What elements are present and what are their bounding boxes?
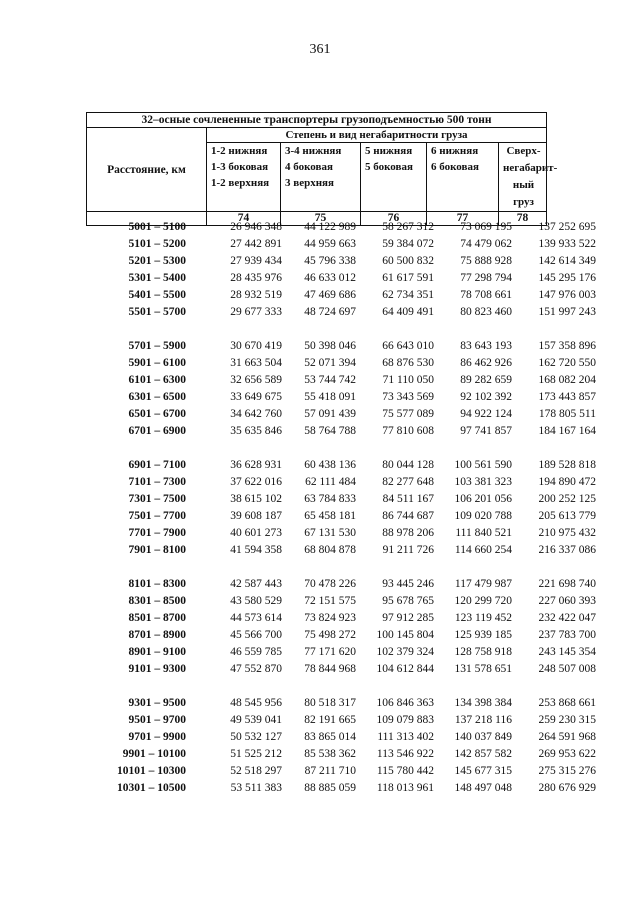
column-header-line: негабарит- <box>503 162 558 174</box>
table-body <box>86 219 606 814</box>
value-cell: 51 525 212 <box>230 748 282 760</box>
value-cell: 145 295 176 <box>538 272 596 284</box>
value-cell: 53 744 742 <box>304 374 356 386</box>
table-row <box>86 253 606 270</box>
value-cell: 237 783 700 <box>538 629 596 641</box>
value-cell: 78 708 661 <box>460 289 512 301</box>
value-cell: 29 677 333 <box>230 306 282 318</box>
value-cell: 72 151 575 <box>304 595 356 607</box>
value-cell: 157 358 896 <box>538 340 596 352</box>
value-cell: 39 608 187 <box>230 510 282 522</box>
column-header-2 <box>281 143 361 212</box>
column-header-line: 1-3 боковая <box>211 161 269 173</box>
value-cell: 80 518 317 <box>304 697 356 709</box>
value-cell: 47 552 870 <box>230 663 282 675</box>
value-cell: 184 167 164 <box>538 425 596 437</box>
value-cell: 253 868 661 <box>538 697 596 709</box>
value-cell: 78 844 968 <box>304 663 356 675</box>
value-cell: 49 539 041 <box>230 714 282 726</box>
value-cell: 67 131 530 <box>304 527 356 539</box>
value-cell: 43 580 529 <box>230 595 282 607</box>
table-row <box>86 746 606 763</box>
value-cell: 120 299 720 <box>454 595 512 607</box>
row-group <box>86 576 606 678</box>
column-header-line: 3-4 нижняя <box>285 145 342 157</box>
row-group <box>86 695 606 797</box>
table-row <box>86 661 606 678</box>
table-row <box>86 423 606 440</box>
value-cell: 45 796 338 <box>304 255 356 267</box>
value-cell: 100 145 804 <box>376 629 434 641</box>
value-cell: 194 890 472 <box>538 476 596 488</box>
value-cell: 85 538 362 <box>304 748 356 760</box>
distance-cell: 5201 – 5300 <box>128 255 186 267</box>
value-cell: 248 507 008 <box>538 663 596 675</box>
column-header-5 <box>499 143 558 212</box>
distance-cell: 8901 – 9100 <box>128 646 186 658</box>
value-cell: 137 218 116 <box>454 714 512 726</box>
distance-cell: 7701 – 7900 <box>128 527 186 539</box>
value-cell: 100 561 590 <box>454 459 512 471</box>
value-cell: 106 846 363 <box>376 697 434 709</box>
distance-cell: 5901 – 6100 <box>128 357 186 369</box>
value-cell: 168 082 204 <box>538 374 596 386</box>
table-row <box>86 491 606 508</box>
value-cell: 111 840 521 <box>455 527 512 539</box>
value-cell: 75 577 089 <box>382 408 434 420</box>
value-cell: 63 784 833 <box>304 493 356 505</box>
distance-cell: 5001 – 5100 <box>128 221 186 233</box>
value-cell: 210 975 432 <box>538 527 596 539</box>
value-cell: 65 458 181 <box>304 510 356 522</box>
distance-cell: 8101 – 8300 <box>128 578 186 590</box>
column-header-line: 6 нижняя <box>431 145 479 157</box>
value-cell: 28 932 519 <box>230 289 282 301</box>
value-cell: 89 282 659 <box>460 374 512 386</box>
value-cell: 95 678 765 <box>382 595 434 607</box>
value-cell: 269 953 622 <box>538 748 596 760</box>
value-cell: 46 633 012 <box>304 272 356 284</box>
value-cell: 125 939 185 <box>454 629 512 641</box>
value-cell: 92 102 392 <box>460 391 512 403</box>
distance-cell: 9901 – 10100 <box>122 748 186 760</box>
value-cell: 38 615 102 <box>230 493 282 505</box>
distance-cell: 6701 – 6900 <box>128 425 186 437</box>
distance-cell: 10301 – 10500 <box>117 782 186 794</box>
value-cell: 80 044 128 <box>382 459 434 471</box>
value-cell: 83 643 193 <box>460 340 512 352</box>
value-cell: 109 079 883 <box>376 714 434 726</box>
column-header-line: 1-2 верхняя <box>211 177 270 189</box>
distance-cell: 7901 – 8100 <box>128 544 186 556</box>
table-row <box>86 576 606 593</box>
tariff-table-header <box>86 112 558 226</box>
column-header-line: ный груз <box>512 179 535 208</box>
value-cell: 59 384 072 <box>382 238 434 250</box>
value-cell: 117 479 987 <box>454 578 512 590</box>
value-cell: 86 462 926 <box>460 357 512 369</box>
column-header-line: 1-2 нижняя <box>211 145 268 157</box>
value-cell: 68 804 878 <box>304 544 356 556</box>
value-cell: 93 445 246 <box>382 578 434 590</box>
value-cell: 45 566 700 <box>230 629 282 641</box>
value-cell: 104 612 844 <box>376 663 434 675</box>
table-row <box>86 780 606 797</box>
column-header-line <box>431 175 496 191</box>
value-cell: 91 211 726 <box>382 544 434 556</box>
value-cell: 34 642 760 <box>230 408 282 420</box>
value-cell: 86 744 687 <box>382 510 434 522</box>
column-header-line: Сверх- <box>506 145 541 157</box>
distance-cell: 10101 – 10300 <box>117 765 186 777</box>
value-cell: 216 337 086 <box>538 544 596 556</box>
distance-cell: 6501 – 6700 <box>128 408 186 420</box>
column-number-4: 77 <box>427 212 499 226</box>
value-cell: 50 398 046 <box>304 340 356 352</box>
row-group <box>86 338 606 440</box>
column-number-1: 74 <box>207 212 281 226</box>
value-cell: 41 594 358 <box>230 544 282 556</box>
value-cell: 48 724 697 <box>304 306 356 318</box>
value-cell: 114 660 254 <box>454 544 512 556</box>
value-cell: 52 518 297 <box>230 765 282 777</box>
row-group <box>86 219 606 321</box>
value-cell: 44 959 663 <box>304 238 356 250</box>
value-cell: 115 780 442 <box>376 765 434 777</box>
column-header-line: 3 верхняя <box>285 177 334 189</box>
value-cell: 60 500 832 <box>382 255 434 267</box>
value-cell: 77 810 608 <box>382 425 434 437</box>
table-row <box>86 389 606 406</box>
table-row <box>86 406 606 423</box>
value-cell: 200 252 125 <box>538 493 596 505</box>
distance-cell: 8501 – 8700 <box>128 612 186 624</box>
table-title: 32–осные сочлененные транспортеры грузоподъемностью 500 тонн <box>87 113 547 128</box>
value-cell: 118 013 961 <box>376 782 434 794</box>
distance-cell: 8301 – 8500 <box>128 595 186 607</box>
value-cell: 275 315 276 <box>538 765 596 777</box>
value-cell: 31 663 504 <box>230 357 282 369</box>
value-cell: 88 885 059 <box>304 782 356 794</box>
table-row <box>86 372 606 389</box>
value-cell: 87 211 710 <box>304 765 356 777</box>
table-row <box>86 644 606 661</box>
column-header-3 <box>361 143 427 212</box>
value-cell: 64 409 491 <box>382 306 434 318</box>
value-cell: 62 734 351 <box>382 289 434 301</box>
value-cell: 75 888 928 <box>460 255 512 267</box>
value-cell: 75 498 272 <box>304 629 356 641</box>
column-header-line: 6 боковая <box>431 161 479 173</box>
column-number-3: 76 <box>361 212 427 226</box>
value-cell: 103 381 323 <box>454 476 512 488</box>
value-cell: 58 764 788 <box>304 425 356 437</box>
row-group <box>86 457 606 559</box>
distance-cell: 5301 – 5400 <box>128 272 186 284</box>
value-cell: 73 824 923 <box>304 612 356 624</box>
value-cell: 83 865 014 <box>304 731 356 743</box>
distance-cell: 5701 – 5900 <box>128 340 186 352</box>
value-cell: 46 559 785 <box>230 646 282 658</box>
value-cell: 134 398 384 <box>454 697 512 709</box>
distance-header: Расстояние, км <box>87 128 207 212</box>
value-cell: 58 267 312 <box>382 221 434 233</box>
value-cell: 27 442 891 <box>230 238 282 250</box>
column-header-line: 4 боковая <box>285 161 333 173</box>
value-cell: 84 511 167 <box>382 493 434 505</box>
distance-cell: 9701 – 9900 <box>128 731 186 743</box>
value-cell: 82 277 648 <box>382 476 434 488</box>
value-cell: 97 912 285 <box>382 612 434 624</box>
value-cell: 55 418 091 <box>304 391 356 403</box>
column-number-2: 75 <box>281 212 361 226</box>
distance-cell: 7501 – 7700 <box>128 510 186 522</box>
value-cell: 221 698 740 <box>538 578 596 590</box>
value-cell: 113 546 922 <box>376 748 434 760</box>
value-cell: 142 857 582 <box>454 748 512 760</box>
table-row <box>86 338 606 355</box>
value-cell: 62 111 484 <box>305 476 356 488</box>
value-cell: 73 343 569 <box>382 391 434 403</box>
distance-cell: 6101 – 6300 <box>128 374 186 386</box>
value-cell: 97 741 857 <box>460 425 512 437</box>
value-cell: 50 532 127 <box>230 731 282 743</box>
value-cell: 139 933 522 <box>538 238 596 250</box>
distance-cell: 5501 – 5700 <box>128 306 186 318</box>
table-row <box>86 627 606 644</box>
value-cell: 71 110 050 <box>382 374 434 386</box>
value-cell: 52 071 394 <box>304 357 356 369</box>
table-row <box>86 593 606 610</box>
table-row <box>86 236 606 253</box>
value-cell: 111 313 402 <box>377 731 434 743</box>
value-cell: 145 677 315 <box>454 765 512 777</box>
table-row <box>86 287 606 304</box>
column-header-4 <box>427 143 499 212</box>
distance-cell: 9501 – 9700 <box>128 714 186 726</box>
value-cell: 68 876 530 <box>382 357 434 369</box>
value-cell: 94 922 124 <box>460 408 512 420</box>
column-header-line <box>365 175 424 191</box>
value-cell: 60 438 136 <box>304 459 356 471</box>
value-cell: 123 119 452 <box>454 612 512 624</box>
value-cell: 147 976 003 <box>538 289 596 301</box>
value-cell: 280 676 929 <box>538 782 596 794</box>
value-cell: 140 037 849 <box>454 731 512 743</box>
value-cell: 61 617 591 <box>382 272 434 284</box>
distance-cell: 9301 – 9500 <box>128 697 186 709</box>
value-cell: 232 422 047 <box>538 612 596 624</box>
value-cell: 53 511 383 <box>230 782 282 794</box>
value-cell: 36 628 931 <box>230 459 282 471</box>
column-header-line: 5 нижняя <box>365 145 413 157</box>
value-cell: 26 946 348 <box>230 221 282 233</box>
group-header: Степень и вид негабаритности груза <box>207 128 547 143</box>
table-row <box>86 270 606 287</box>
value-cell: 162 720 550 <box>538 357 596 369</box>
value-cell: 47 469 686 <box>304 289 356 301</box>
column-header-line: 5 боковая <box>365 161 413 173</box>
value-cell: 44 573 614 <box>230 612 282 624</box>
value-cell: 82 191 665 <box>304 714 356 726</box>
table-row <box>86 729 606 746</box>
value-cell: 35 635 846 <box>230 425 282 437</box>
value-cell: 48 545 956 <box>230 697 282 709</box>
value-cell: 131 578 651 <box>454 663 512 675</box>
table-row <box>86 525 606 542</box>
value-cell: 173 443 857 <box>538 391 596 403</box>
value-cell: 178 805 511 <box>538 408 596 420</box>
distance-cell: 5401 – 5500 <box>128 289 186 301</box>
value-cell: 205 613 779 <box>538 510 596 522</box>
table-row <box>86 542 606 559</box>
value-cell: 40 601 273 <box>230 527 282 539</box>
value-cell: 106 201 056 <box>454 493 512 505</box>
value-cell: 128 758 918 <box>454 646 512 658</box>
distance-cell: 6901 – 7100 <box>128 459 186 471</box>
value-cell: 77 298 794 <box>460 272 512 284</box>
table-row <box>86 304 606 321</box>
distance-cell: 5101 – 5200 <box>128 238 186 250</box>
value-cell: 70 478 226 <box>304 578 356 590</box>
value-cell: 88 978 206 <box>382 527 434 539</box>
table-row <box>86 610 606 627</box>
value-cell: 77 171 620 <box>304 646 356 658</box>
value-cell: 102 379 324 <box>376 646 434 658</box>
value-cell: 33 649 675 <box>230 391 282 403</box>
value-cell: 42 587 443 <box>230 578 282 590</box>
value-cell: 57 091 439 <box>304 408 356 420</box>
distance-cell: 9101 – 9300 <box>128 663 186 675</box>
distance-cell: 8701 – 8900 <box>128 629 186 641</box>
table-row <box>86 763 606 780</box>
table-row <box>86 712 606 729</box>
value-cell: 37 622 016 <box>230 476 282 488</box>
distance-cell: 7101 – 7300 <box>128 476 186 488</box>
value-cell: 27 939 434 <box>230 255 282 267</box>
value-cell: 227 060 393 <box>538 595 596 607</box>
distance-cell: 6301 – 6500 <box>128 391 186 403</box>
value-cell: 243 145 354 <box>538 646 596 658</box>
value-cell: 66 643 010 <box>382 340 434 352</box>
table-row <box>86 457 606 474</box>
value-cell: 32 656 589 <box>230 374 282 386</box>
value-cell: 142 614 349 <box>538 255 596 267</box>
table-row <box>86 508 606 525</box>
value-cell: 30 670 419 <box>230 340 282 352</box>
value-cell: 74 479 062 <box>460 238 512 250</box>
distance-cell: 7301 – 7500 <box>128 493 186 505</box>
value-cell: 109 020 788 <box>454 510 512 522</box>
value-cell: 151 997 243 <box>538 306 596 318</box>
table-row <box>86 695 606 712</box>
column-number-5: 78 <box>499 212 547 226</box>
value-cell: 264 591 968 <box>538 731 596 743</box>
value-cell: 28 435 976 <box>230 272 282 284</box>
value-cell: 148 497 048 <box>454 782 512 794</box>
value-cell: 259 230 315 <box>538 714 596 726</box>
table-row <box>86 355 606 372</box>
value-cell: 137 252 695 <box>538 221 596 233</box>
value-cell: 73 069 195 <box>460 221 512 233</box>
table-row <box>86 219 606 236</box>
value-cell: 80 823 460 <box>460 306 512 318</box>
value-cell: 44 122 989 <box>304 221 356 233</box>
value-cell: 189 528 818 <box>538 459 596 471</box>
header-table <box>86 112 558 226</box>
table-row <box>86 474 606 491</box>
column-header-1 <box>207 143 281 212</box>
page-number: 361 <box>309 42 331 57</box>
